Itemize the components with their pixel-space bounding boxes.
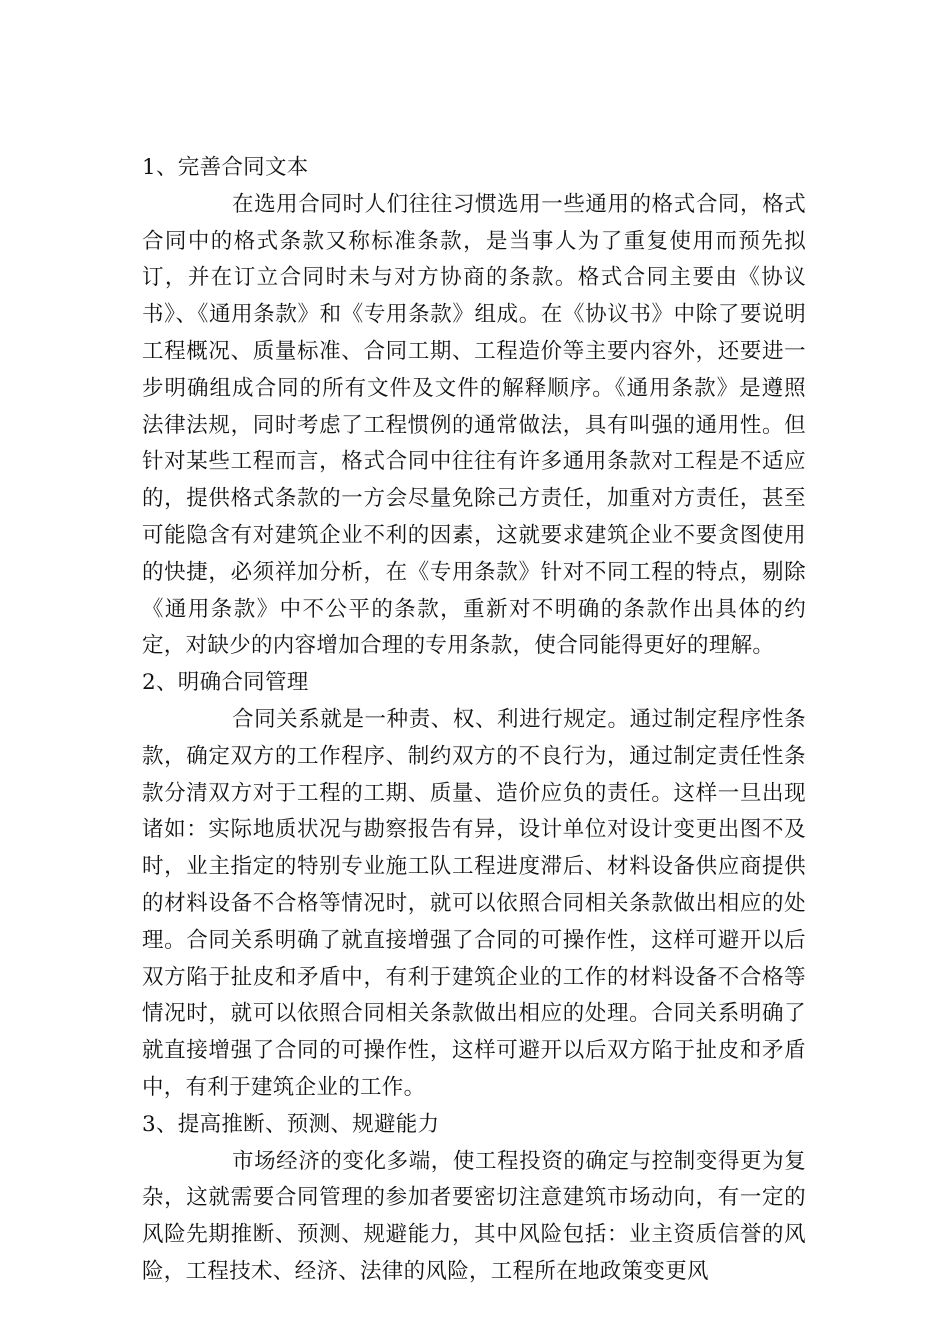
section-paragraph-1: 在选用合同时人们往往习惯选用一些通用的格式合同，格式合同中的格式条款又称标准条款，是当事人为了重复使用而预先拟订，并在订立合同时未与对方协商的条款。格式合同主要由《协议书》、《通用条款》和《专用条款》组成。在《协议书》中除了要说明工程概况、质量标准、合同工期、工程造价等主要内容外，还要进一步明确组成合同的所有文件及文件的解释顺序。《通用条款》是遵照法律法规，同时考虑了工程惯例的通常做法，具有叫强的通用性。但针对某些工程而言，格式合同中往往有许多通用条款对工程是不适应的，提供格式条款的一方会尽量免除己方责任，加重对方责任，甚至可能隐含有对建筑企业不利的因素，这就要求建筑企业不要贪图使用的快捷，必须祥加分析，在《专用条款》针对不同工程的特点，剔除《通用条款》中不公平的条款，重新对不明确的条款作出具体的约定，对缺少的内容增加合理的专用条款，使合同能得更好的理解。 <box>142 191 806 659</box>
section-heading-1: 1、完善合同文本 <box>142 155 309 180</box>
section-heading-2: 2、明确合同管理 <box>142 670 309 696</box>
section-heading-3: 3、提高推断、预测、规避能力 <box>142 1111 440 1137</box>
document-body <box>142 150 806 1291</box>
section-paragraph-2: 合同关系就是一种责、权、利进行规定。通过制定程序性条款，确定双方的工作程序、制约双方的不良行为，通过制定责任性条款分清双方对于工程的工期、质量、造价应负的责任。这样一旦出现诸如：实际地质状况与勘察报告有异，设计单位对设计变更出图不及时，业主指定的特别专业施工队工程进度滞后、材料设备供应商提供的材料设备不合格等情况时，就可以依照合同相关条款做出相应的处理。合同关系明确了就直接增强了合同的可操作性，这样可避开以后双方陷于扯皮和矛盾中，有利于建筑企业的工作的材料设备不合格等情况时，就可以依照合同相关条款做出相应的处理。合同关系明确了就直接增强了合同的可操作性，这样可避开以后双方陷于扯皮和矛盾中，有利于建筑企业的工作。 <box>142 706 806 1100</box>
section-paragraph-3: 市场经济的变化多端，使工程投资的确定与控制变得更为复杂，这就需要合同管理的参加者要密切注意建筑市场动向，有一定的风险先期推断、预测、规避能力，其中风险包括：业主资质信誉的风险，工程技术、经济、法律的风险，工程所在地政策变更风 <box>142 1148 806 1284</box>
